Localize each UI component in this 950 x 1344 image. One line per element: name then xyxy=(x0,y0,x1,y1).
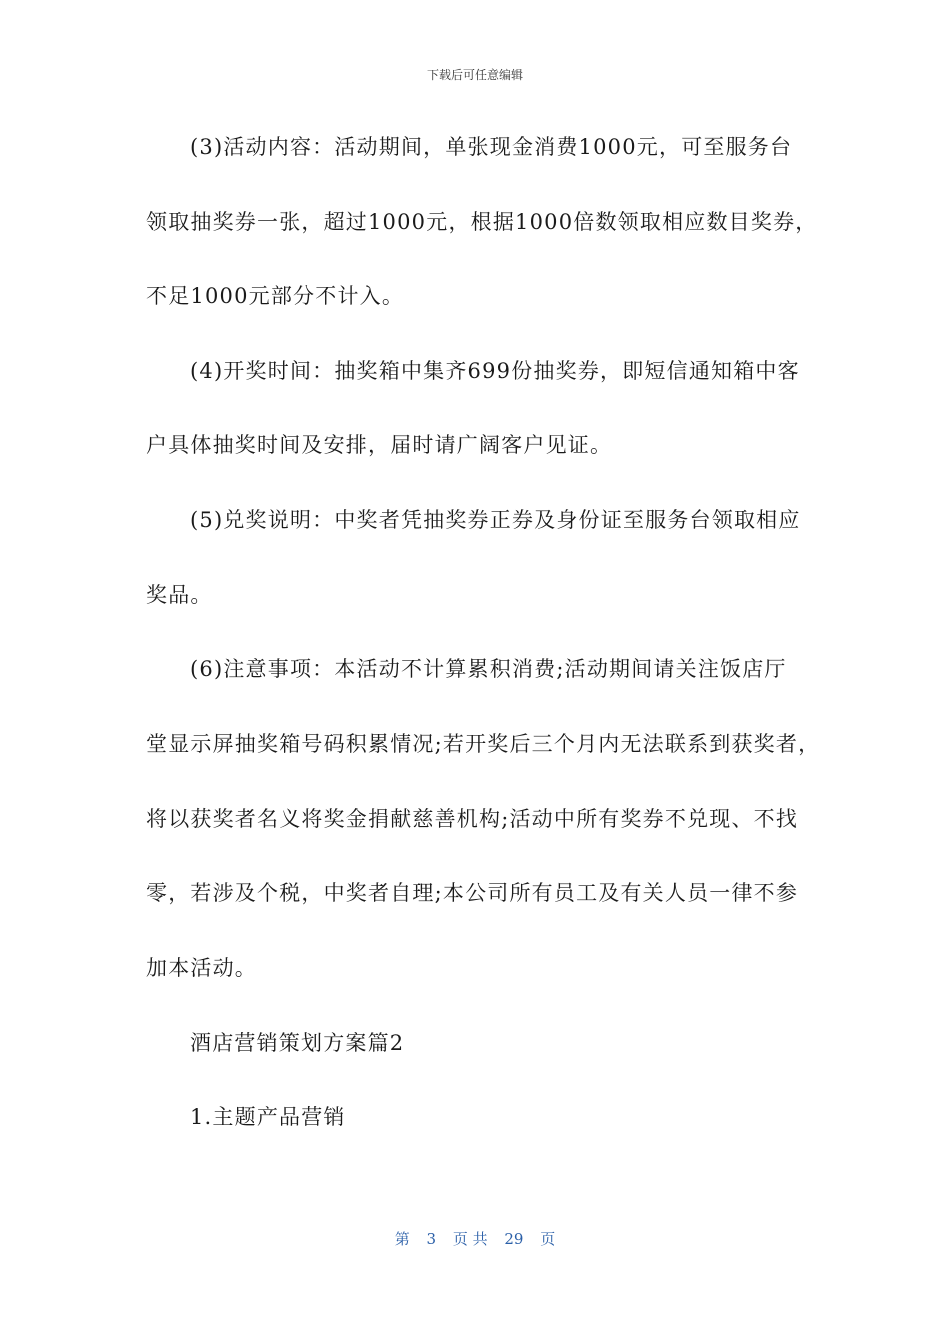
paragraph-line: (5)兑奖说明：中奖者凭抽奖券正券及身份证至服务台领取相应 xyxy=(190,508,801,532)
paragraph-line: (3)活动内容：活动期间，单张现金消费1000元，可至服务台 xyxy=(190,135,793,159)
page-footer xyxy=(0,1228,950,1249)
paragraph-line: 零，若涉及个税，中奖者自理;本公司所有员工及有关人员一律不参 xyxy=(146,881,799,905)
paragraph-line: (4)开奖时间：抽奖箱中集齐699份抽奖券，即短信通知箱中客 xyxy=(190,359,800,383)
paragraph-line: 堂显示屏抽奖箱号码积累情况;若开奖后三个月内无法联系到获奖者， xyxy=(146,732,821,756)
paragraph-line: 将以获奖者名义将奖金捐献慈善机构;活动中所有奖券不兑现、不找 xyxy=(146,807,799,831)
footer-total-pages: 29 xyxy=(504,1230,524,1248)
paragraph-line: (6)注意事项：本活动不计算累积消费;活动期间请关注饭店厅 xyxy=(190,657,787,681)
paragraph-line: 户具体抽奖时间及安排，届时请广阔客户见证。 xyxy=(146,433,613,457)
footer-label-page: 第 xyxy=(394,1230,410,1248)
paragraph-line: 领取抽奖券一张，超过1000元，根据1000倍数领取相应数目奖券， xyxy=(146,210,818,234)
footer-label-end: 页 xyxy=(540,1230,556,1248)
paragraph-line: 奖品。 xyxy=(146,583,213,607)
subsection-heading: 1.主题产品营销 xyxy=(190,1105,346,1129)
paragraph-line: 加本活动。 xyxy=(146,956,257,980)
paragraph-line: 不足1000元部分不计入。 xyxy=(146,284,405,308)
footer-current-page: 3 xyxy=(426,1230,437,1248)
section-heading: 酒店营销策划方案篇2 xyxy=(190,1031,405,1055)
footer-label-of: 页 共 xyxy=(452,1230,488,1248)
page-header-note: 下载后可任意编辑 xyxy=(426,68,523,82)
